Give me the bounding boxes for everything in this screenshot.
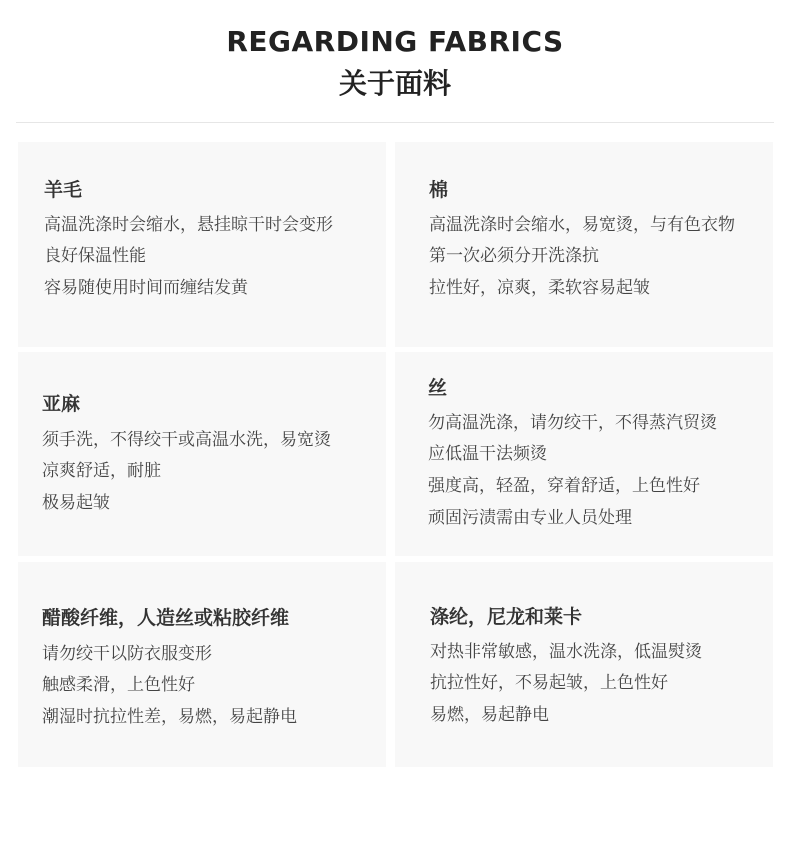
- page-header: [0, 0, 790, 123]
- fabric-card-line: 须手洗，不得绞干或高温水洗，易宽烫: [42, 430, 331, 450]
- fabric-card-line: 良好保温性能: [44, 246, 146, 266]
- fabric-card-line: 第一次必须分开洗涤抗: [429, 246, 599, 266]
- fabric-card-title: 亚麻: [42, 393, 81, 415]
- page-title-chinese: 关于面料: [338, 67, 451, 100]
- fabric-card-line: 高温洗涤时会缩水，悬挂晾干时会变形: [44, 215, 333, 235]
- fabric-card-line: 凉爽舒适，耐脏: [42, 461, 161, 481]
- fabric-card-polyester: [395, 562, 773, 767]
- fabric-card-line: 顽固污渍需由专业人员处理: [428, 508, 632, 528]
- fabric-card-title: 涤纶，尼龙和莱卡: [430, 606, 583, 628]
- fabric-card-line: 抗拉性好，不易起皱，上色性好: [430, 673, 668, 693]
- fabric-card-title: 醋酸纤维，人造丝或粘胶纤维: [42, 607, 290, 629]
- fabric-card-title: 丝: [428, 377, 448, 399]
- fabric-card-title: 羊毛: [44, 179, 83, 201]
- fabric-card-line: 容易随使用时间而缠结发黄: [44, 278, 248, 298]
- fabric-card-line: 潮湿时抗拉性差，易燃，易起静电: [42, 707, 297, 727]
- fabric-card-line: 拉性好，凉爽，柔软容易起皱: [429, 278, 650, 298]
- fabric-card-line: 对热非常敏感，温水洗涤，低温熨烫: [430, 642, 702, 662]
- fabric-card-line: 极易起皱: [42, 493, 110, 513]
- fabric-card-line: 应低温干法频烫: [428, 444, 547, 464]
- fabric-card-wool: [18, 142, 386, 347]
- fabric-card-line: 强度高，轻盈，穿着舒适，上色性好: [428, 476, 700, 496]
- fabric-card-line: 易燃，易起静电: [430, 705, 549, 725]
- fabric-card-silk: [395, 352, 773, 556]
- fabric-card-line: 请勿绞干以防衣服变形: [42, 644, 212, 664]
- fabric-card-title: 棉: [429, 179, 449, 201]
- page-title-english: REGARDING FABRICS: [226, 25, 564, 58]
- fabric-card-acetate: [18, 562, 386, 767]
- fabric-card-line: 高温洗涤时会缩水，易宽烫，与有色衣物: [429, 215, 735, 235]
- header-divider: [16, 122, 774, 123]
- fabric-card-line: 触感柔滑，上色性好: [42, 675, 195, 695]
- fabric-card-line: 勿高温洗涤，请勿绞干，不得蒸汽贸烫: [428, 413, 717, 433]
- fabric-card-linen: [18, 352, 386, 556]
- fabric-card-cotton: [395, 142, 773, 347]
